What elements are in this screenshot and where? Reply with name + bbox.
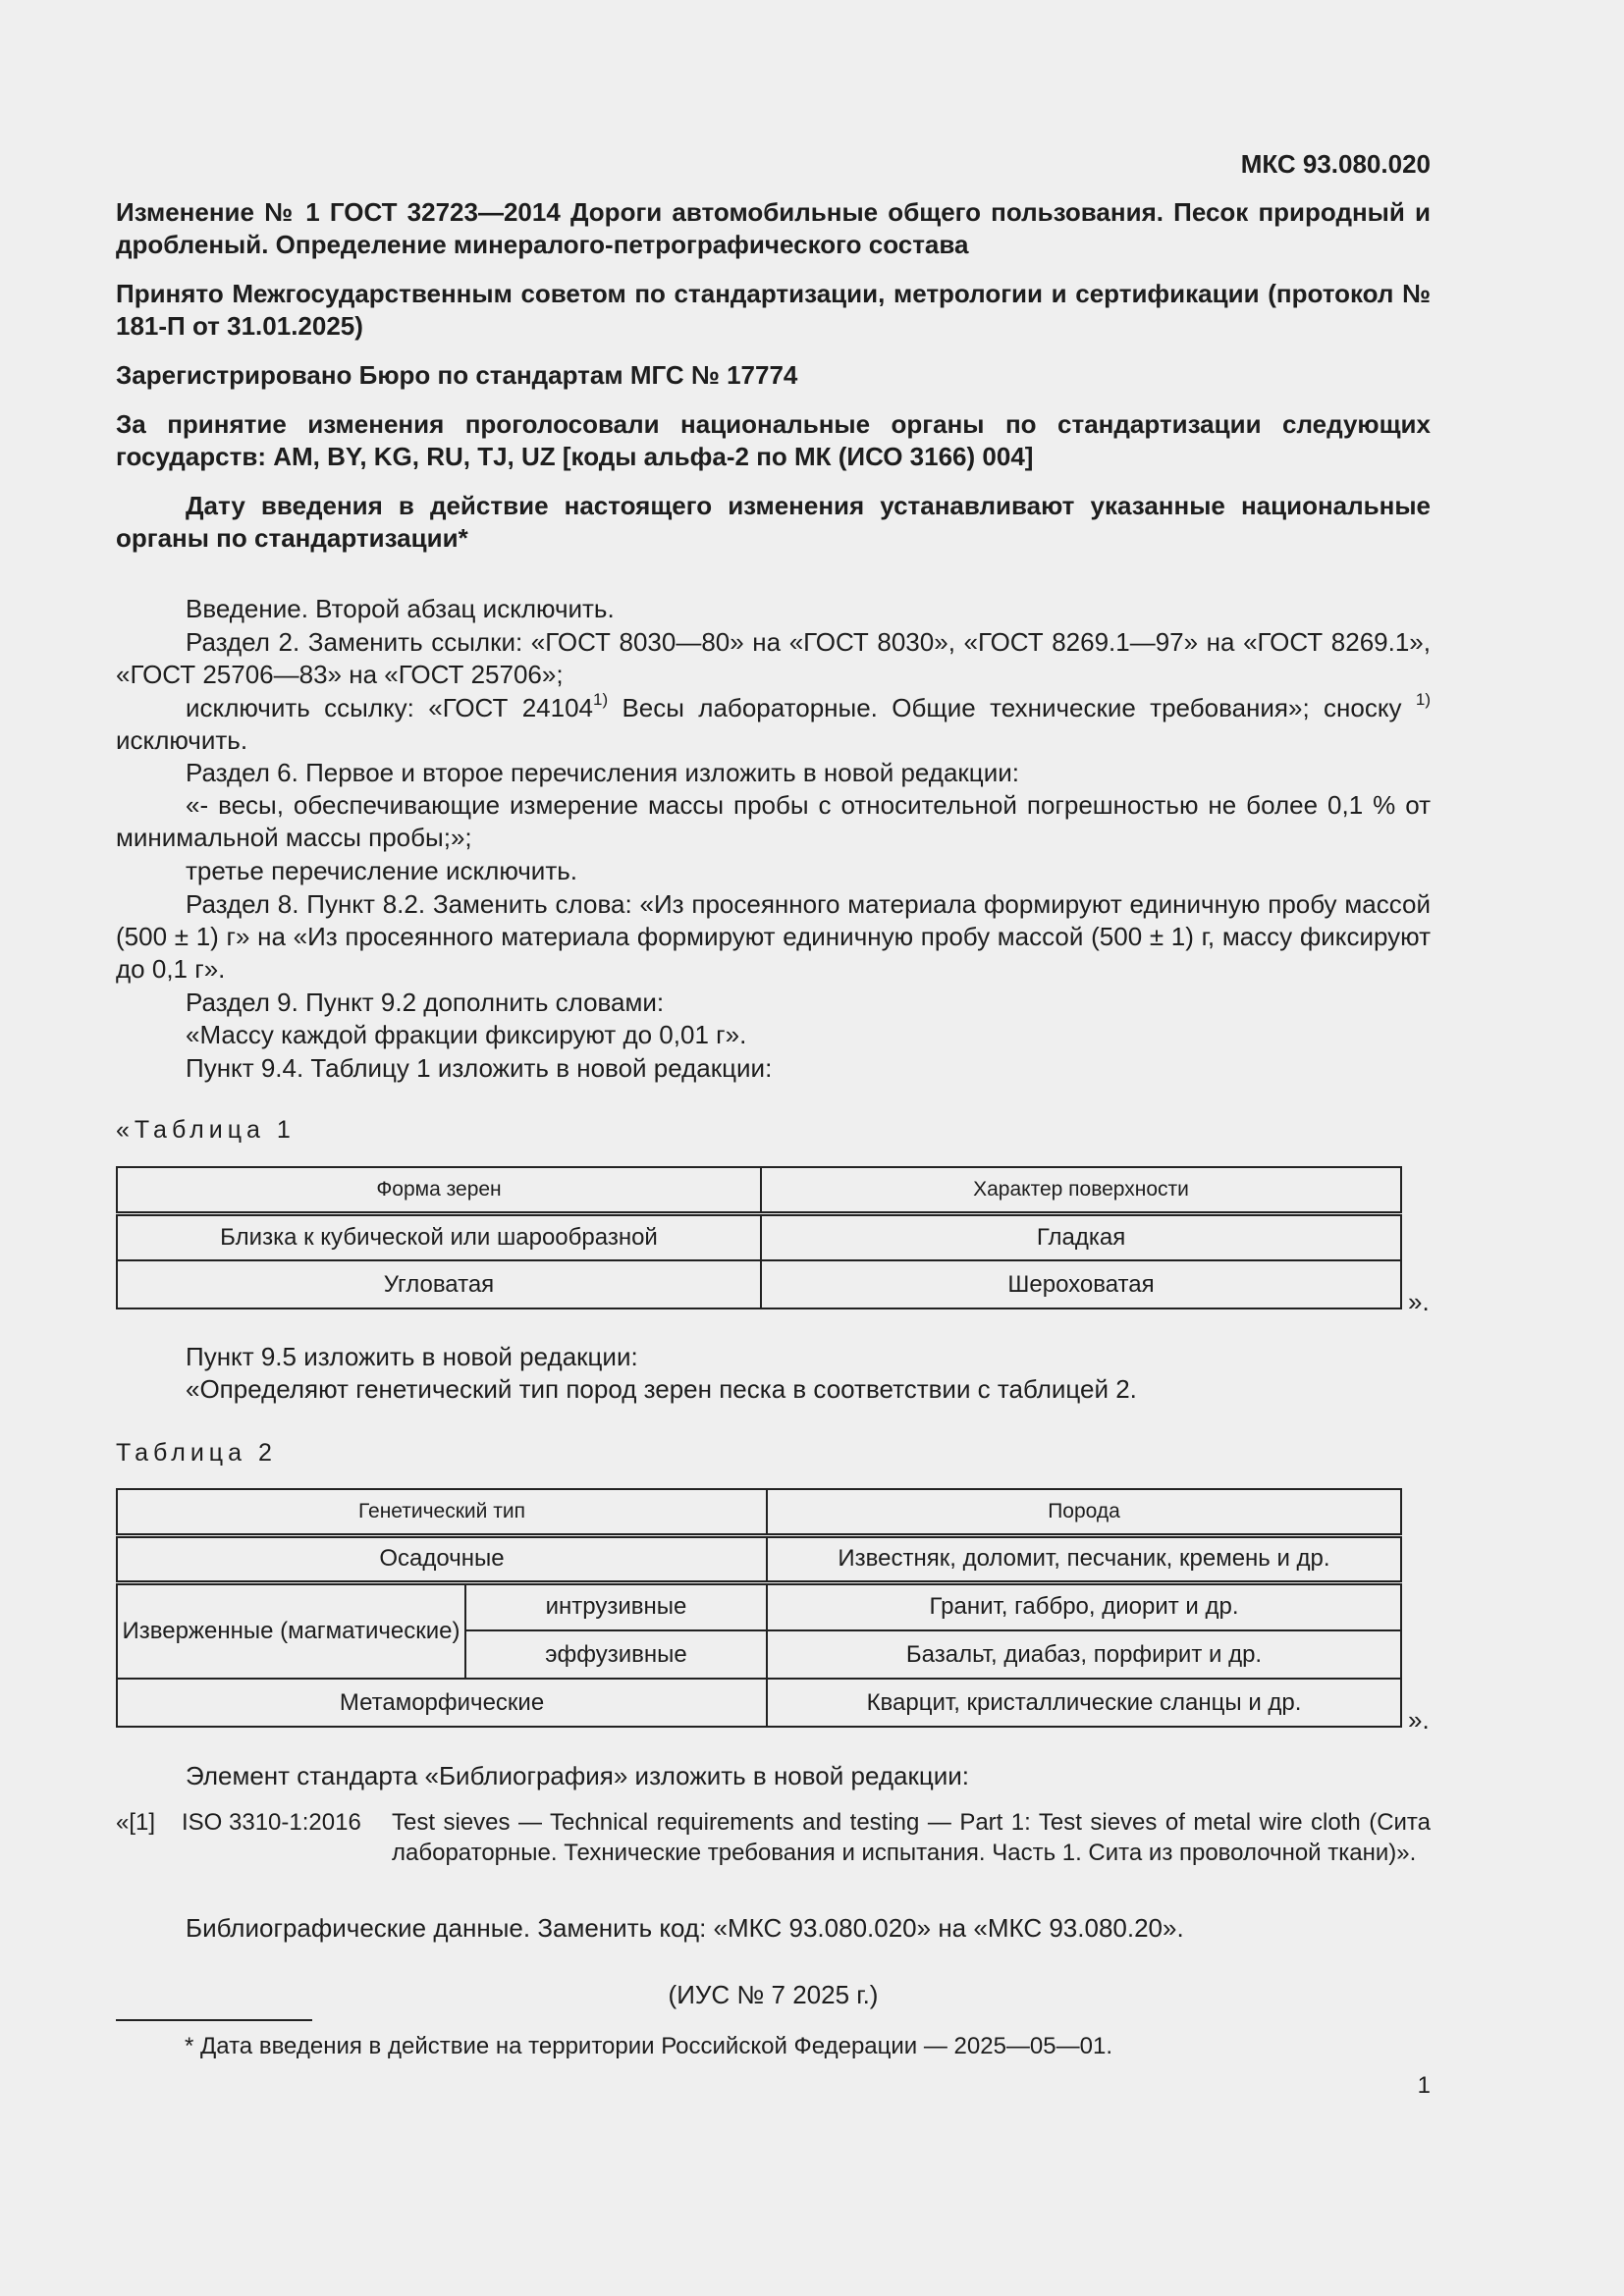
table-cell: Шероховатая xyxy=(761,1260,1401,1308)
table-header-cell: Характер поверхности xyxy=(761,1167,1401,1213)
paragraph-table-1-intro: Пункт 9.4. Таблицу 1 изложить в новой редакции: xyxy=(186,1053,773,1083)
table-header-cell: Форма зерен xyxy=(117,1167,761,1213)
table-cell: интрузивные xyxy=(465,1582,767,1630)
table-header-cell: Порода xyxy=(767,1489,1401,1535)
page-number: 1 xyxy=(1417,2072,1431,2099)
voting-statement: За принятие изменения проголосовали национальные органы по стандартизации следующих государств: AM, BY, KG, RU, TJ, UZ [коды альфа-2 по МК (ИСО 3166) 004] xyxy=(116,409,1431,471)
table-2 xyxy=(116,1488,1402,1728)
paragraph-item-9-5: Пункт 9.5 изложить в новой редакции: xyxy=(186,1342,638,1371)
paragraph-introduction: Введение. Второй абзац исключить. xyxy=(186,594,615,623)
table-row xyxy=(117,1582,1401,1630)
paragraph-bibliographic-data: Библиографические данные. Заменить код: «МКС 93.080.020» на «МКС 93.080.20». xyxy=(186,1913,1184,1943)
paragraph-section-2: Раздел 2. Заменить ссылки: «ГОСТ 8030—80» на «ГОСТ 8030», «ГОСТ 8269.1—97» на «ГОСТ 8269.1», «ГОСТ 25706—83» на «ГОСТ 25706»; xyxy=(116,627,1431,689)
table-row xyxy=(117,1213,1401,1260)
table-cell: Гладкая xyxy=(761,1213,1401,1260)
table-1-closing-quote: ». xyxy=(1408,1287,1430,1316)
paragraph-genetic-type: «Определяют генетический тип пород зерен песка в соответствии с таблицей 2. xyxy=(186,1374,1137,1404)
table-cell: Угловатая xyxy=(117,1260,761,1308)
table-row xyxy=(117,1260,1401,1308)
ius-reference: (ИУС № 7 2025 г.) xyxy=(668,1980,879,2009)
paragraph-bibliography-intro: Элемент стандарта «Библиография» изложить в новой редакции: xyxy=(186,1761,970,1790)
table-cell: эффузивные xyxy=(465,1630,767,1679)
effective-date-statement: Дату введения в действие настоящего изменения устанавливают указанные национальные органы по стандартизации* xyxy=(116,491,1431,553)
table-cell: Осадочные xyxy=(117,1535,767,1582)
bibliography-text: Test sieves — Technical requirements and testing — Part 1: Test sieves of metal wire cloth (Сита лабораторные. Технические требования и испытания. Часть 1. Сита из проволочной ткани)». xyxy=(392,1809,1431,1866)
table-1-header-row xyxy=(117,1167,1401,1213)
table-cell-igneous-group: Изверженные (магматические) xyxy=(117,1582,465,1679)
table-cell: Метаморфические xyxy=(117,1679,767,1727)
table-2-header-row xyxy=(117,1489,1401,1535)
bibliography-number: «[1] xyxy=(116,1809,156,1836)
paragraph-third-item: третье перечисление исключить. xyxy=(186,856,578,885)
paragraph-fraction-mass: «Массу каждой фракции фиксируют до 0,01 г». xyxy=(186,1020,747,1049)
table-cell: Кварцит, кристаллические сланцы и др. xyxy=(767,1679,1401,1727)
document-page xyxy=(116,0,1431,2296)
paragraph-section-6: Раздел 6. Первое и второе перечисления изложить в новой редакции: xyxy=(186,758,1019,787)
bibliography-code: ISO 3310-1:2016 xyxy=(182,1809,361,1836)
table-2-closing-quote: ». xyxy=(1408,1705,1430,1735)
paragraph-exclude-reference: исключить ссылку: «ГОСТ 24104$^{1)}$ Весы лабораторные. Общие технические требования»; сноску $^{1)}$ исключить. xyxy=(116,690,1431,755)
bibliography-entry xyxy=(116,1807,1431,1900)
paragraph-section-8: Раздел 8. Пункт 8.2. Заменить слова: «Из просеянного материала формируют единичную пробу массой (500 ± 1) г» на «Из просеянного материала формируют единичную пробу массой (500 ± 1) г, массу фиксируют до 0,1 г». xyxy=(116,889,1431,984)
table-cell: Близка к кубической или шарообразной xyxy=(117,1213,761,1260)
adopted-statement: Принято Межгосударственным советом по стандартизации, метрологии и сертификации (протокол № 181-П от 31.01.2025) xyxy=(116,279,1431,341)
table-1 xyxy=(116,1166,1402,1309)
registration-statement: Зарегистрировано Бюро по стандартам МГС № 17774 xyxy=(116,360,798,390)
table-2-label: Таблица 2 xyxy=(116,1439,277,1467)
paragraph-section-9: Раздел 9. Пункт 9.2 дополнить словами: xyxy=(186,988,665,1017)
table-row xyxy=(117,1679,1401,1727)
footnote-divider xyxy=(116,2019,312,2021)
paragraph-scales: «- весы, обеспечивающие измерение массы пробы с относительной погрешностью не более 0,1 % от минимальной массы пробы;»; xyxy=(116,790,1431,852)
table-row xyxy=(117,1535,1401,1582)
table-cell: Гранит, габбро, диорит и др. xyxy=(767,1582,1401,1630)
footnote: * Дата введения в действие на территории Российской Федерации — 2025—05—01. xyxy=(185,2033,1112,2059)
table-header-cell: Генетический тип xyxy=(117,1489,767,1535)
table-cell: Известняк, доломит, песчаник, кремень и др. xyxy=(767,1535,1401,1582)
table-1-label: «Таблица 1 xyxy=(116,1116,296,1144)
change-title: Изменение № 1 ГОСТ 32723—2014 Дороги автомобильные общего пользования. Песок природный и дробленый. Определение минералого-петрографического состава xyxy=(116,197,1431,259)
table-cell: Базальт, диабаз, порфирит и др. xyxy=(767,1630,1401,1679)
mks-code: МКС 93.080.020 xyxy=(1240,149,1431,179)
